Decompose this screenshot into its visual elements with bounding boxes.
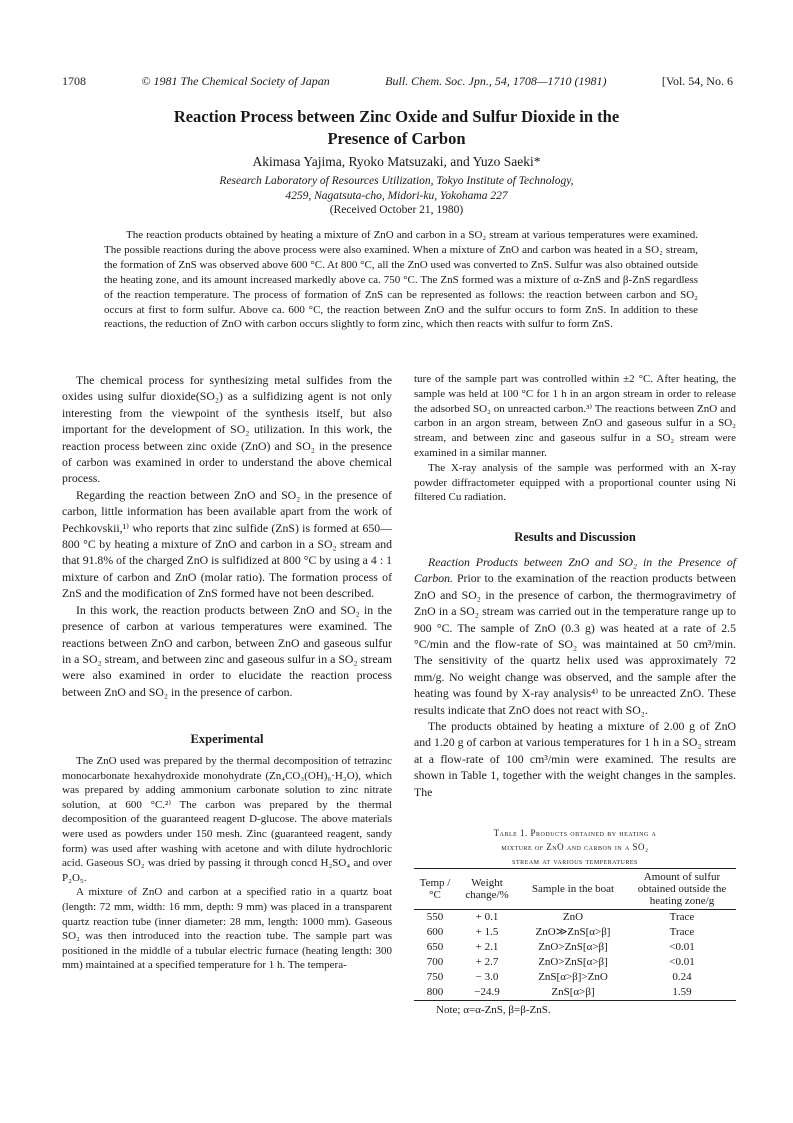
cell: ZnS[α>β] bbox=[551, 986, 595, 998]
results-section bbox=[414, 554, 736, 800]
page-number: 1708 bbox=[62, 74, 86, 88]
cell: + 2.1 bbox=[475, 941, 499, 953]
cell: + 0.1 bbox=[475, 911, 499, 923]
cell: 700 bbox=[426, 956, 444, 968]
volume-info: [Vol. 54, No. 6 bbox=[661, 74, 733, 88]
table-row bbox=[414, 910, 736, 926]
table-caption-line-1: Table 1. Products obtained by heating a bbox=[493, 828, 657, 838]
table-row bbox=[414, 985, 736, 1001]
header-weight: Weight change/% bbox=[465, 877, 509, 901]
header-sulfur: Amount of sulfur obtained outside the heating zone/g bbox=[637, 871, 727, 907]
cell: 800 bbox=[426, 986, 444, 998]
results-paragraph-2: The products obtained by heating a mixture of 2.00 g of ZnO and 1.20 g of carbon at various temperatures for 1 h in a SO₂ stream at a flow-rate of 100 cm³/min were examined. The results are shown in Table 1, together with the weight changes in the samples. The bbox=[414, 719, 736, 799]
received-date: (Received October 21, 1980) bbox=[329, 204, 464, 216]
authors: Akimasa Yajima, Ryoko Matsuzaki, and Yuzo Saeki* bbox=[252, 154, 541, 169]
cell: + 1.5 bbox=[475, 926, 499, 938]
table-note: Note; α=α-ZnS, β=β-ZnS. bbox=[436, 1004, 551, 1016]
results-heading: Results and Discussion bbox=[514, 530, 636, 544]
header-sample: Sample in the boat bbox=[531, 883, 615, 895]
affiliation-line-2: 4259, Nagatsuta-cho, Midori-ku, Yokohama 227 bbox=[285, 190, 508, 202]
table-row bbox=[414, 955, 736, 970]
cell: ZnS[α>β]>ZnO bbox=[538, 971, 608, 983]
header-temp: Temp /°C bbox=[419, 877, 451, 901]
cell: Trace bbox=[669, 911, 695, 923]
results-subhead: Reaction Products between ZnO and SO₂ in the Presence of Carbon. bbox=[414, 555, 736, 586]
cell: − 3.0 bbox=[475, 971, 499, 983]
experimental-paragraph-3: ture of the sample part was controlled within ±2 °C. After heating, the sample was held at 100 °C for 1 h in an argon stream in order to release the adsorbed SO₂ on unreacted carbon.³⁾ The reactions between ZnO and carbon in an argon stream, between ZnO and gaseous sulfur in a SO₂ stream, and between zinc and gaseous sulfur in a SO₂ stream were examined in a similar manner. bbox=[414, 373, 736, 459]
title-line-1: Reaction Process between Zinc Oxide and Sulfur Dioxide in the bbox=[173, 107, 620, 126]
cell: 0.24 bbox=[672, 971, 692, 983]
cell: + 2.7 bbox=[475, 956, 499, 968]
results-paragraph-1 bbox=[414, 554, 736, 718]
cell: Trace bbox=[669, 926, 695, 938]
table-row bbox=[414, 925, 736, 940]
cell: ZnO>ZnS[α>β] bbox=[538, 956, 608, 968]
journal-citation: Bull. Chem. Soc. Jpn., 54, 1708—1710 (1981) bbox=[385, 74, 607, 88]
cell: ZnO>ZnS[α>β] bbox=[538, 941, 608, 953]
experimental-section bbox=[62, 754, 392, 973]
cell: 750 bbox=[426, 971, 444, 983]
cell: 1.59 bbox=[672, 986, 692, 998]
cell: −24.9 bbox=[474, 986, 500, 998]
products-table bbox=[414, 868, 736, 1001]
title-line-2: Presence of Carbon bbox=[327, 129, 466, 148]
experimental-paragraph-1: The ZnO used was prepared by the thermal decomposition of tetrazinc monocarbonate hexahydroxide monohydrate (Zn₄CO₃(OH)₆·H₂O), which was prepared by adding ammonium carbonate solution to zinc nitrate solution, at 600 °C.²⁾ The carbon was prepared by the thermal decomposition of the guaranteed reagent D-glucose. The above materials were used as powders under 150 mesh. Zinc (guaranteed reagent, sandy form) was used after washing with acetone and with dilute hydrochloric acid. Gaseous SO₂ was dried by passing it through concd H₂SO₄ and over P₂O₅. bbox=[62, 755, 392, 884]
intro-paragraph-3: In this work, the reaction products between ZnO and SO₂ in the presence of carbon at various temperatures were examined. The reactions between ZnO and carbon, between ZnO and gaseous sulfur in a SO₂ stream, and between zinc and gaseous sulfur in a SO₂ stream were also examined in order to elucidate the reaction process between ZnO and SO₂ in the presence of carbon. bbox=[62, 602, 392, 699]
abstract: The reaction products obtained by heating a mixture of ZnO and carbon in a SO₂ stream at various temperatures were examined. The possible reactions during the above process were also examined. When a mixture of ZnO and carbon was heated in a SO₂ stream, the formation of ZnS was observed above 600 °C. At 800 °C, all the ZnO used was converted to ZnS. Sulfur was also obtained outside the heating zone, and its amount increased markedly above ca. 750 °C. The ZnS formed was a mixture of α-ZnS and β-ZnS regardless of the reaction temperature. The process of formation of ZnS can be represented as follows: the reaction between carbon and SO₂ occurs at first to form sulfur. Above ca. 600 °C, the reaction between ZnO and the sulfur occurs to form ZnS. In addition to these reactions, the reduction of ZnO with carbon occurs slightly to form zinc, which then reacts with sulfur to form ZnS. bbox=[104, 229, 698, 331]
cell: 550 bbox=[426, 911, 444, 923]
table-row bbox=[414, 940, 736, 955]
running-header bbox=[62, 74, 733, 89]
introduction bbox=[62, 372, 392, 700]
experimental-continued bbox=[414, 372, 736, 505]
table-header-row bbox=[414, 869, 736, 910]
affiliation bbox=[0, 174, 793, 204]
table-row bbox=[414, 970, 736, 985]
cell: <0.01 bbox=[669, 956, 695, 968]
paper-title bbox=[0, 106, 793, 150]
cell: 600 bbox=[426, 926, 444, 938]
results-text-1: Prior to the examination of the reaction products between ZnO and SO₂ in the presence of carbon, the thermogravimetry of ZnO in a SO₂ stream was carried out in the temperature range up to 900 °C. The sample of ZnO (0.3 g) was heated at a rate of 2.5 °C/min and the flow-rate of SO₂ was maintained at 50 cm³/min. The sensitivity of the quartz helix used was approximately 72 mm/g. No weight change was observed, and the sample after the heating was found by X-ray analysis⁴⁾ to be unreacted ZnO. These results indicate that ZnO does not react with SO₂. bbox=[414, 571, 737, 717]
experimental-paragraph-2: A mixture of ZnO and carbon at a specified ratio in a quartz boat (length: 72 mm, width: 16 mm, depth: 9 mm) was placed in a transparent quartz reaction tube (inner diameter: 28 mm, length: 1000 mm). Gaseous SO₂ was then introduced into the reaction tube. The sample part was positioned in the middle of a tubular electric furnace (heating length: 300 mm) maintained at a specified temperature for 1 h. The tempera- bbox=[62, 886, 392, 972]
cell: ZnO bbox=[562, 911, 584, 923]
table-caption bbox=[414, 826, 736, 868]
cell: 650 bbox=[426, 941, 444, 953]
experimental-heading: Experimental bbox=[190, 732, 264, 746]
copyright: © 1981 The Chemical Society of Japan bbox=[141, 74, 330, 88]
affiliation-line-1: Research Laboratory of Resources Utilization, Tokyo Institute of Technology, bbox=[219, 175, 574, 187]
intro-paragraph-2: Regarding the reaction between ZnO and SO₂ in the presence of carbon, little information has been available apart from the work of Pechkovskii,¹⁾ who reports that zinc sulfide (ZnS) is formed at 650—800 °C by heating a mixture of ZnO and carbon in a SO₂ stream and that 91.8% of the charged ZnO is sulfidized at 800 °C by using a 4 : 1 mixture of carbon and ZnO (molar ratio). The formation process of ZnS and the modification of ZnS formed have not been described. bbox=[62, 487, 392, 601]
table-caption-line-2: mixture of ZnO and carbon in a SO₂ bbox=[501, 842, 649, 852]
cell: ZnO≫ZnS[α>β] bbox=[535, 926, 611, 938]
cell: <0.01 bbox=[669, 941, 695, 953]
experimental-paragraph-4: The X-ray analysis of the sample was performed with an X-ray powder diffractometer equipped with a proportional counter using Ni filtered Cu radiation. bbox=[414, 461, 736, 504]
table-caption-line-3: stream at various temperatures bbox=[512, 856, 638, 866]
intro-paragraph-1: The chemical process for synthesizing metal sulfides from the oxides using sulfur dioxide(SO₂) as a sulfidizing agent is not only interesting from the viewpoint of the synthesis itself, but also important for the development of SO₂ utilization. In this work, the reaction process between zinc oxide (ZnO) and SO₂ in the presence of carbon was examined in order to understand the above chemical process. bbox=[62, 373, 392, 486]
